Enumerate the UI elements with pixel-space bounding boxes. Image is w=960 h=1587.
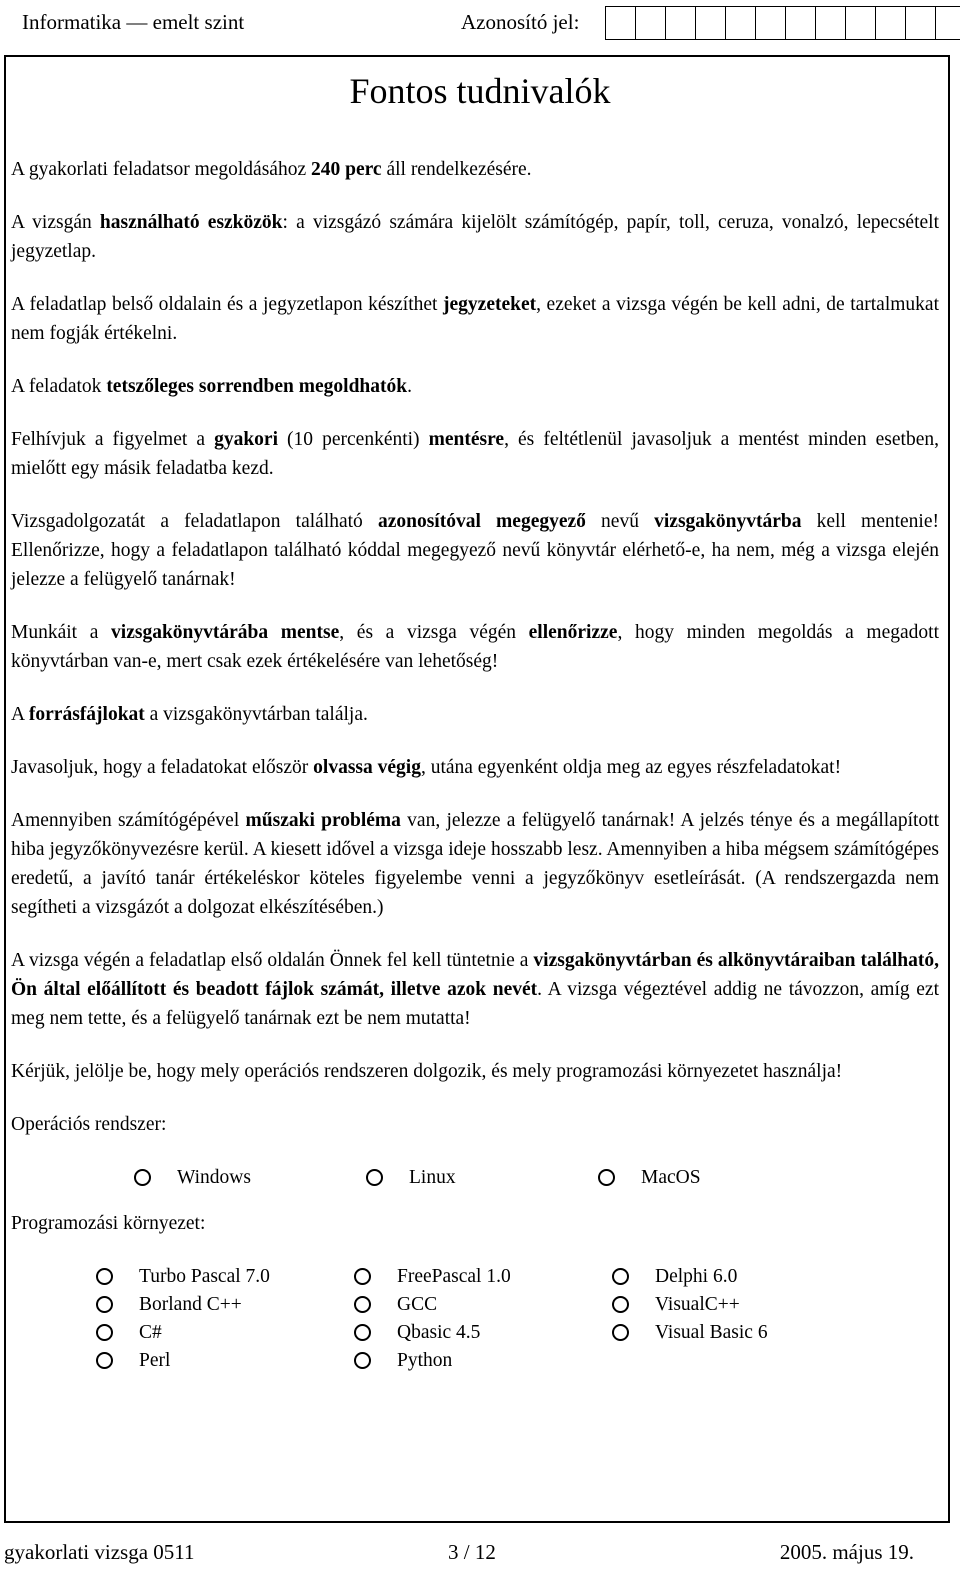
option-label: Delphi 6.0: [655, 1265, 738, 1287]
instruction-paragraphs: [11, 155, 939, 1086]
instruction-paragraph: [11, 372, 939, 401]
instruction-paragraph: [11, 507, 939, 594]
paragraph-text: Kérjük, jelölje be, hogy mely operációs rendszeren dolgozik, és mely programozási környezetet használja!: [11, 1061, 843, 1082]
emphasis-text: 240 perc: [310, 159, 382, 180]
option-label: GCC: [397, 1293, 438, 1315]
os-option[interactable]: [598, 1163, 830, 1191]
emphasis-text: vizsgakönyvtárba: [654, 511, 802, 532]
exam-code: gyakorlati vizsga 0511: [4, 1540, 195, 1564]
instruction-paragraph: [11, 290, 939, 348]
paragraph-text: van, jelezze a felügyelő tanárnak! A jelzés ténye és a megállapított hiba jegyzőkönyvezésre kerül. A kiesett idővel a vizsga ideje hosszabb lesz. Amennyiben a hiba mégsem számítógépes eredetű, a javító tanár értékeléskor köteles figyelembe venni a jegyzőkönyv esetleírását. (A rendszergazda nem segítheti a vizsgázót a dolgozat elkészítésében.): [11, 810, 940, 918]
id-box[interactable]: [605, 6, 636, 40]
option-label: Windows: [177, 1166, 251, 1188]
radio-circle-icon[interactable]: [96, 1352, 113, 1369]
id-label: Azonosító jel:: [461, 10, 580, 34]
id-box[interactable]: [665, 6, 696, 40]
env-label: Programozási környezet:: [11, 1213, 206, 1234]
env-options: [11, 1262, 939, 1374]
emphasis-text: műszaki probléma: [245, 810, 401, 831]
radio-circle-icon[interactable]: [354, 1324, 371, 1341]
paragraph-text: A: [11, 704, 29, 725]
emphasis-text: gyakori: [214, 429, 278, 450]
page-number: 3 / 12: [448, 1540, 496, 1564]
instruction-paragraph: [11, 946, 939, 1033]
paragraph-text: a vizsgakönyvtárban találja.: [144, 704, 368, 725]
exam-date: 2005. május 19.: [779, 1540, 914, 1564]
os-options: [11, 1163, 939, 1191]
radio-circle-icon[interactable]: [134, 1169, 151, 1186]
emphasis-text: vizsgakönyvtárába mentse: [111, 622, 340, 643]
os-option[interactable]: [134, 1163, 366, 1191]
instruction-paragraph: [11, 155, 939, 184]
paragraph-text: A feladatok: [11, 376, 107, 397]
paragraph-text: Vizsgadolgozatát a feladatlapon található: [11, 511, 378, 532]
instruction-paragraph: [11, 700, 939, 729]
radio-circle-icon[interactable]: [96, 1296, 113, 1313]
id-box[interactable]: [725, 6, 756, 40]
env-option[interactable]: [96, 1318, 354, 1346]
radio-circle-icon[interactable]: [354, 1268, 371, 1285]
id-box[interactable]: [785, 6, 816, 40]
option-label: Python: [397, 1349, 453, 1371]
paragraph-text: , és a vizsga végén: [339, 622, 529, 643]
paragraph-text: kell mentenie! Ellenőrizze, hogy a feladatlapon található kóddal megegyező nevű könyvtár elérhető-e, ha nem, még a vizsga elején jelezze a felügyelő tanárnak!: [11, 511, 939, 590]
instruction-paragraph: [11, 753, 939, 782]
page-title: Fontos tudnivalók: [349, 71, 611, 111]
paragraph-text: (10 percenkénti): [277, 429, 429, 450]
radio-circle-icon[interactable]: [612, 1268, 629, 1285]
subject-title: Informatika — emelt szint: [22, 10, 245, 34]
radio-circle-icon[interactable]: [612, 1296, 629, 1313]
radio-circle-icon[interactable]: [366, 1169, 383, 1186]
emphasis-text: olvassa végig: [313, 757, 421, 778]
radio-circle-icon[interactable]: [354, 1352, 371, 1369]
instruction-paragraph: [11, 618, 939, 676]
option-label: MacOS: [641, 1166, 701, 1188]
instruction-paragraph: [11, 425, 939, 483]
instructions: [11, 155, 939, 1374]
paragraph-text: A feladatlap belső oldalain és a jegyzetlapon készíthet: [11, 294, 444, 315]
emphasis-text: használható eszközök: [99, 212, 283, 233]
env-option[interactable]: [96, 1290, 354, 1318]
instruction-paragraph: [11, 806, 939, 922]
emphasis-text: azonosítóval megegyező: [377, 511, 586, 532]
radio-circle-icon[interactable]: [96, 1268, 113, 1285]
option-label: C#: [139, 1321, 162, 1343]
os-label: Operációs rendszer:: [11, 1114, 167, 1135]
paragraph-text: Munkáit a: [11, 622, 112, 643]
radio-circle-icon[interactable]: [612, 1324, 629, 1341]
radio-circle-icon[interactable]: [96, 1324, 113, 1341]
paragraph-text: , hogy minden megoldás a megadott könyvtárban van-e, mert csak ezek értékelésére van lehetőség!: [11, 622, 939, 672]
page-footer: [0, 1540, 960, 1580]
os-option[interactable]: [366, 1163, 598, 1191]
env-option[interactable]: [612, 1318, 870, 1346]
env-option[interactable]: [612, 1290, 870, 1318]
page-header: [0, 0, 960, 50]
paragraph-text: , ezeket a vizsga végén be kell adni, de tartalmukat nem fogják értékelni.: [11, 294, 939, 344]
option-label: Turbo Pascal 7.0: [139, 1265, 270, 1287]
env-option[interactable]: [96, 1346, 354, 1374]
option-label: Qbasic 4.5: [397, 1321, 481, 1343]
emphasis-text: forrásfájlokat: [28, 704, 145, 725]
emphasis-text: ellenőrizze: [528, 622, 618, 643]
id-box[interactable]: [875, 6, 906, 40]
id-box[interactable]: [845, 6, 876, 40]
paragraph-text: A vizsga végén a feladatlap első oldalán Önnek fel kell tüntetnie a: [11, 950, 534, 971]
radio-circle-icon[interactable]: [598, 1169, 615, 1186]
env-option[interactable]: [354, 1318, 612, 1346]
paragraph-text: áll rendelkezésére.: [381, 159, 532, 180]
option-label: Visual Basic 6: [655, 1321, 768, 1343]
emphasis-text: tetszőleges sorrendben megoldhatók: [106, 376, 408, 397]
emphasis-text: mentésre: [428, 429, 505, 450]
paragraph-text: A vizsgán: [11, 212, 100, 233]
paragraph-text: . A vizsga végeztével addig ne távozzon, amíg ezt meg nem tette, és a felügyelő tanárnak ezt be nem mutatta!: [11, 979, 939, 1029]
paragraph-text: .: [407, 376, 412, 397]
paragraph-text: , és feltétlenül javasoljuk a mentést minden esetben, mielőtt egy másik feladatba kezd.: [11, 429, 940, 479]
radio-circle-icon[interactable]: [354, 1296, 371, 1313]
paragraph-text: Javasoljuk, hogy a feladatokat először: [11, 757, 314, 778]
paragraph-text: nevű: [585, 511, 655, 532]
option-label: Borland C++: [139, 1293, 242, 1315]
paragraph-text: Amennyiben számítógépével: [11, 810, 246, 831]
option-label: Linux: [409, 1166, 456, 1188]
id-box[interactable]: [695, 6, 726, 40]
env-option[interactable]: [354, 1262, 612, 1290]
id-box[interactable]: [935, 6, 960, 40]
env-option[interactable]: [96, 1262, 354, 1290]
paragraph-text: A gyakorlati feladatsor megoldásához: [11, 159, 311, 180]
instruction-paragraph: [11, 1057, 939, 1086]
option-label: VisualC++: [655, 1293, 740, 1315]
option-label: FreePascal 1.0: [397, 1265, 511, 1287]
paragraph-text: Felhívjuk a figyelmet a: [11, 429, 215, 450]
env-option[interactable]: [612, 1262, 870, 1290]
option-label: Perl: [139, 1349, 171, 1371]
id-boxes[interactable]: [606, 6, 960, 40]
emphasis-text: vizsgakönyvtárban és alkönyvtáraiban található, Ön által előállított és beadott fájlok számát, illetve azok nevét: [11, 950, 939, 1000]
id-box[interactable]: [635, 6, 666, 40]
paragraph-text: , utána egyenként oldja meg az egyes részfeladatokat!: [420, 757, 842, 778]
id-box[interactable]: [905, 6, 936, 40]
emphasis-text: jegyzeteket: [443, 294, 537, 315]
id-box[interactable]: [755, 6, 786, 40]
id-box[interactable]: [815, 6, 846, 40]
env-option[interactable]: [354, 1290, 612, 1318]
env-option[interactable]: [354, 1346, 612, 1374]
instruction-paragraph: [11, 208, 939, 266]
paragraph-text: : a vizsgázó számára kijelölt számítógép, papír, toll, ceruza, vonalzó, lepecsételt jegyzetlap.: [11, 212, 939, 262]
